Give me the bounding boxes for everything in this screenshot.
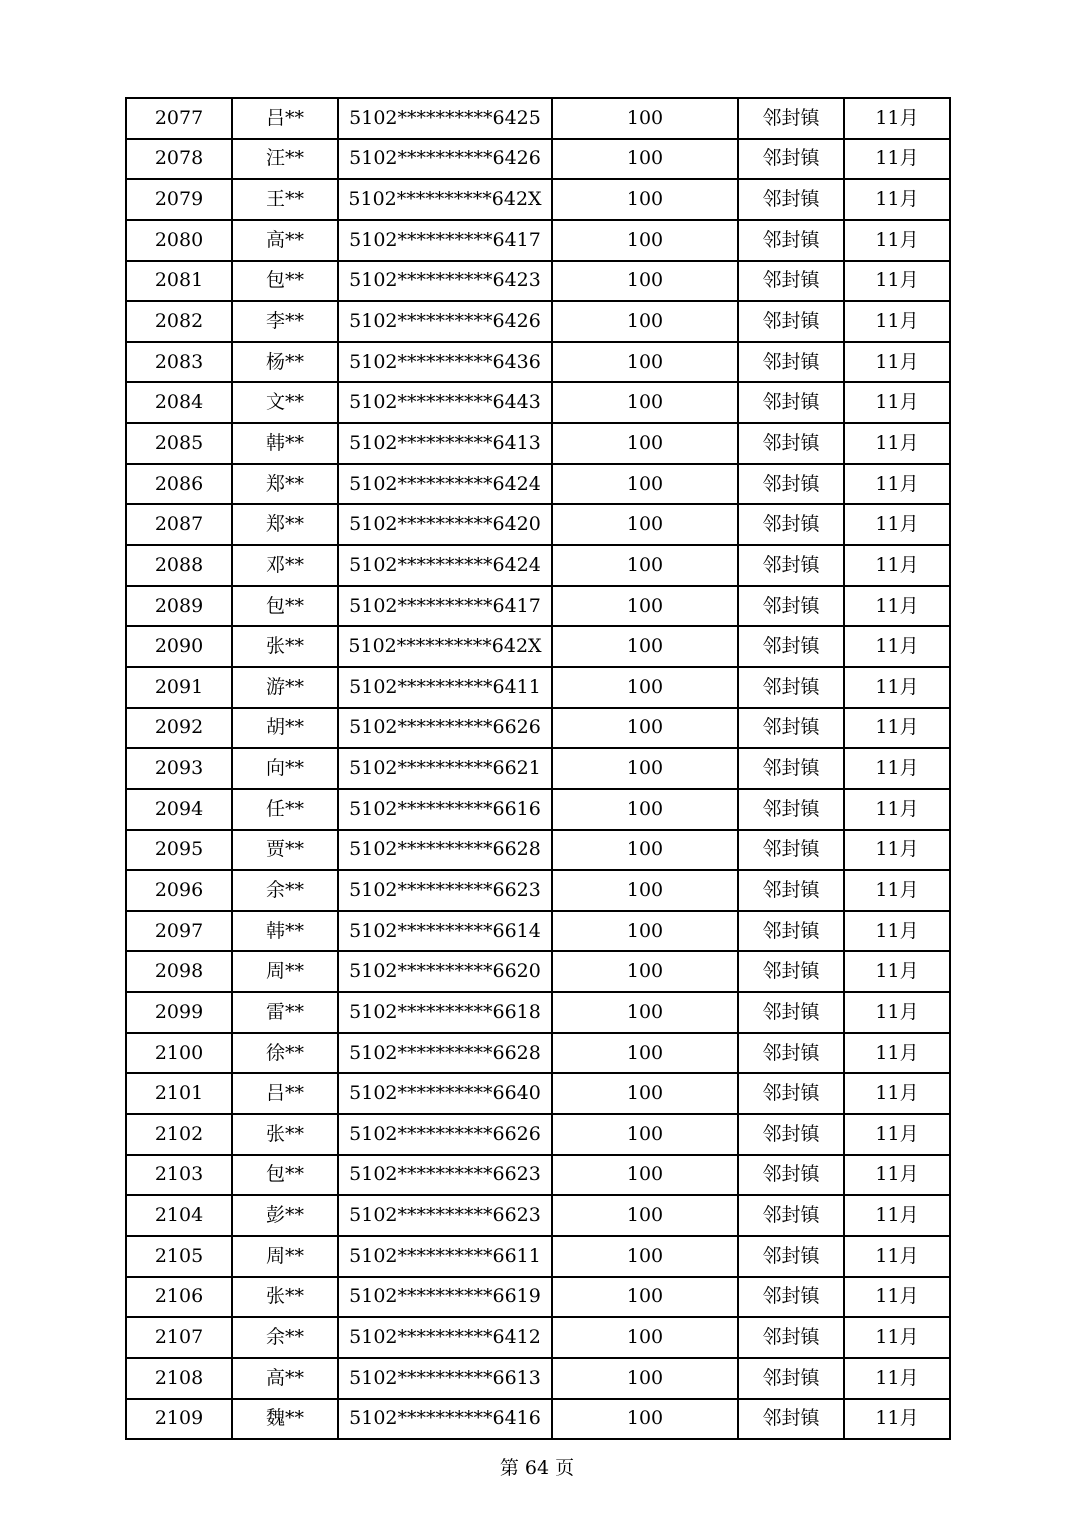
cell-amount: 100 bbox=[552, 667, 738, 708]
cell-amount: 100 bbox=[552, 748, 738, 789]
cell-name: 周** bbox=[232, 951, 338, 992]
cell-town: 邻封镇 bbox=[738, 545, 844, 586]
cell-serial-number: 2078 bbox=[126, 139, 232, 180]
cell-town: 邻封镇 bbox=[738, 261, 844, 302]
cell-name: 游** bbox=[232, 667, 338, 708]
cell-id-number: 5102**********6626 bbox=[338, 1114, 552, 1155]
cell-serial-number: 2081 bbox=[126, 261, 232, 302]
cell-name: 高** bbox=[232, 220, 338, 261]
cell-amount: 100 bbox=[552, 830, 738, 871]
cell-town: 邻封镇 bbox=[738, 1033, 844, 1074]
cell-month: 11月 bbox=[844, 1033, 950, 1074]
cell-name: 杨** bbox=[232, 342, 338, 383]
cell-serial-number: 2106 bbox=[126, 1277, 232, 1318]
table-row bbox=[126, 545, 950, 586]
cell-town: 邻封镇 bbox=[738, 1073, 844, 1114]
cell-town: 邻封镇 bbox=[738, 139, 844, 180]
table-row bbox=[126, 1399, 950, 1440]
cell-name: 李** bbox=[232, 301, 338, 342]
cell-town: 邻封镇 bbox=[738, 586, 844, 627]
cell-id-number: 5102**********6426 bbox=[338, 139, 552, 180]
cell-month: 11月 bbox=[844, 342, 950, 383]
cell-town: 邻封镇 bbox=[738, 708, 844, 749]
cell-serial-number: 2098 bbox=[126, 951, 232, 992]
cell-name: 张** bbox=[232, 1114, 338, 1155]
cell-town: 邻封镇 bbox=[738, 992, 844, 1033]
cell-id-number: 5102**********6628 bbox=[338, 1033, 552, 1074]
cell-name: 张** bbox=[232, 1277, 338, 1318]
cell-serial-number: 2077 bbox=[126, 98, 232, 139]
cell-serial-number: 2083 bbox=[126, 342, 232, 383]
cell-name: 魏** bbox=[232, 1399, 338, 1440]
cell-name: 郑** bbox=[232, 464, 338, 505]
cell-town: 邻封镇 bbox=[738, 1277, 844, 1318]
cell-name: 高** bbox=[232, 1358, 338, 1399]
cell-id-number: 5102**********6619 bbox=[338, 1277, 552, 1318]
cell-town: 邻封镇 bbox=[738, 1195, 844, 1236]
cell-id-number: 5102**********6623 bbox=[338, 1155, 552, 1196]
cell-town: 邻封镇 bbox=[738, 98, 844, 139]
cell-name: 包** bbox=[232, 1155, 338, 1196]
cell-id-number: 5102**********6623 bbox=[338, 870, 552, 911]
cell-serial-number: 2080 bbox=[126, 220, 232, 261]
cell-name: 余** bbox=[232, 1317, 338, 1358]
cell-serial-number: 2107 bbox=[126, 1317, 232, 1358]
cell-name: 王** bbox=[232, 179, 338, 220]
cell-serial-number: 2085 bbox=[126, 423, 232, 464]
cell-town: 邻封镇 bbox=[738, 382, 844, 423]
cell-serial-number: 2100 bbox=[126, 1033, 232, 1074]
cell-town: 邻封镇 bbox=[738, 911, 844, 952]
cell-town: 邻封镇 bbox=[738, 667, 844, 708]
cell-name: 包** bbox=[232, 586, 338, 627]
cell-name: 邓** bbox=[232, 545, 338, 586]
table-row bbox=[126, 789, 950, 830]
cell-month: 11月 bbox=[844, 423, 950, 464]
cell-month: 11月 bbox=[844, 951, 950, 992]
cell-serial-number: 2084 bbox=[126, 382, 232, 423]
cell-id-number: 5102**********6626 bbox=[338, 708, 552, 749]
cell-town: 邻封镇 bbox=[738, 951, 844, 992]
cell-amount: 100 bbox=[552, 911, 738, 952]
cell-month: 11月 bbox=[844, 789, 950, 830]
cell-id-number: 5102**********6416 bbox=[338, 1399, 552, 1440]
cell-amount: 100 bbox=[552, 301, 738, 342]
table-row bbox=[126, 1358, 950, 1399]
cell-amount: 100 bbox=[552, 261, 738, 302]
cell-name: 吕** bbox=[232, 1073, 338, 1114]
cell-month: 11月 bbox=[844, 1236, 950, 1277]
cell-name: 徐** bbox=[232, 1033, 338, 1074]
cell-amount: 100 bbox=[552, 220, 738, 261]
cell-serial-number: 2099 bbox=[126, 992, 232, 1033]
cell-amount: 100 bbox=[552, 1277, 738, 1318]
cell-month: 11月 bbox=[844, 748, 950, 789]
cell-town: 邻封镇 bbox=[738, 1114, 844, 1155]
cell-amount: 100 bbox=[552, 708, 738, 749]
table-row bbox=[126, 261, 950, 302]
table-row bbox=[126, 301, 950, 342]
cell-id-number: 5102**********6420 bbox=[338, 504, 552, 545]
cell-id-number: 5102**********6417 bbox=[338, 586, 552, 627]
table-row bbox=[126, 830, 950, 871]
cell-month: 11月 bbox=[844, 1195, 950, 1236]
cell-id-number: 5102**********6640 bbox=[338, 1073, 552, 1114]
cell-id-number: 5102**********642X bbox=[338, 179, 552, 220]
cell-id-number: 5102**********6620 bbox=[338, 951, 552, 992]
cell-serial-number: 2082 bbox=[126, 301, 232, 342]
cell-town: 邻封镇 bbox=[738, 423, 844, 464]
cell-name: 胡** bbox=[232, 708, 338, 749]
cell-town: 邻封镇 bbox=[738, 1399, 844, 1440]
cell-amount: 100 bbox=[552, 1073, 738, 1114]
table-row bbox=[126, 342, 950, 383]
table-row bbox=[126, 586, 950, 627]
cell-month: 11月 bbox=[844, 382, 950, 423]
cell-id-number: 5102**********6411 bbox=[338, 667, 552, 708]
table-row bbox=[126, 708, 950, 749]
cell-month: 11月 bbox=[844, 1277, 950, 1318]
cell-amount: 100 bbox=[552, 1236, 738, 1277]
table-row bbox=[126, 464, 950, 505]
cell-serial-number: 2097 bbox=[126, 911, 232, 952]
cell-id-number: 5102**********6412 bbox=[338, 1317, 552, 1358]
table-row bbox=[126, 748, 950, 789]
table-row bbox=[126, 667, 950, 708]
cell-id-number: 5102**********6424 bbox=[338, 464, 552, 505]
cell-amount: 100 bbox=[552, 1399, 738, 1440]
cell-id-number: 5102**********6621 bbox=[338, 748, 552, 789]
table-row bbox=[126, 1033, 950, 1074]
cell-serial-number: 2101 bbox=[126, 1073, 232, 1114]
cell-town: 邻封镇 bbox=[738, 1155, 844, 1196]
table-row bbox=[126, 626, 950, 667]
cell-name: 郑** bbox=[232, 504, 338, 545]
page-number: 第 64 页 bbox=[499, 1457, 575, 1479]
cell-month: 11月 bbox=[844, 1399, 950, 1440]
cell-id-number: 5102**********6417 bbox=[338, 220, 552, 261]
cell-name: 周** bbox=[232, 1236, 338, 1277]
cell-id-number: 5102**********6424 bbox=[338, 545, 552, 586]
cell-serial-number: 2087 bbox=[126, 504, 232, 545]
table-row bbox=[126, 179, 950, 220]
cell-serial-number: 2108 bbox=[126, 1358, 232, 1399]
cell-amount: 100 bbox=[552, 870, 738, 911]
cell-town: 邻封镇 bbox=[738, 1236, 844, 1277]
cell-month: 11月 bbox=[844, 667, 950, 708]
cell-month: 11月 bbox=[844, 870, 950, 911]
cell-name: 韩** bbox=[232, 911, 338, 952]
cell-serial-number: 2086 bbox=[126, 464, 232, 505]
cell-id-number: 5102**********6628 bbox=[338, 830, 552, 871]
cell-town: 邻封镇 bbox=[738, 830, 844, 871]
cell-town: 邻封镇 bbox=[738, 342, 844, 383]
cell-amount: 100 bbox=[552, 179, 738, 220]
cell-name: 雷** bbox=[232, 992, 338, 1033]
cell-month: 11月 bbox=[844, 545, 950, 586]
cell-serial-number: 2104 bbox=[126, 1195, 232, 1236]
cell-name: 向** bbox=[232, 748, 338, 789]
table-row bbox=[126, 1236, 950, 1277]
cell-serial-number: 2103 bbox=[126, 1155, 232, 1196]
cell-name: 吕** bbox=[232, 98, 338, 139]
cell-serial-number: 2105 bbox=[126, 1236, 232, 1277]
cell-id-number: 5102**********6423 bbox=[338, 261, 552, 302]
cell-name: 文** bbox=[232, 382, 338, 423]
cell-amount: 100 bbox=[552, 1155, 738, 1196]
cell-serial-number: 2091 bbox=[126, 667, 232, 708]
cell-amount: 100 bbox=[552, 626, 738, 667]
cell-id-number: 5102**********6426 bbox=[338, 301, 552, 342]
cell-month: 11月 bbox=[844, 261, 950, 302]
cell-amount: 100 bbox=[552, 423, 738, 464]
table-row bbox=[126, 1114, 950, 1155]
cell-town: 邻封镇 bbox=[738, 504, 844, 545]
cell-id-number: 5102**********6613 bbox=[338, 1358, 552, 1399]
table-row bbox=[126, 870, 950, 911]
cell-serial-number: 2093 bbox=[126, 748, 232, 789]
cell-serial-number: 2079 bbox=[126, 179, 232, 220]
cell-id-number: 5102**********6623 bbox=[338, 1195, 552, 1236]
table-row bbox=[126, 423, 950, 464]
table-row bbox=[126, 911, 950, 952]
table-row bbox=[126, 1073, 950, 1114]
cell-amount: 100 bbox=[552, 789, 738, 830]
cell-serial-number: 2088 bbox=[126, 545, 232, 586]
cell-month: 11月 bbox=[844, 992, 950, 1033]
cell-id-number: 5102**********6443 bbox=[338, 382, 552, 423]
cell-month: 11月 bbox=[844, 626, 950, 667]
cell-id-number: 5102**********6413 bbox=[338, 423, 552, 464]
cell-month: 11月 bbox=[844, 1073, 950, 1114]
table-row bbox=[126, 1155, 950, 1196]
cell-town: 邻封镇 bbox=[738, 464, 844, 505]
table-row bbox=[126, 1317, 950, 1358]
table-row bbox=[126, 504, 950, 545]
cell-month: 11月 bbox=[844, 586, 950, 627]
table-row bbox=[126, 220, 950, 261]
cell-id-number: 5102**********6611 bbox=[338, 1236, 552, 1277]
cell-id-number: 5102**********6618 bbox=[338, 992, 552, 1033]
cell-serial-number: 2096 bbox=[126, 870, 232, 911]
cell-month: 11月 bbox=[844, 139, 950, 180]
cell-amount: 100 bbox=[552, 545, 738, 586]
cell-month: 11月 bbox=[844, 179, 950, 220]
cell-town: 邻封镇 bbox=[738, 1317, 844, 1358]
cell-amount: 100 bbox=[552, 586, 738, 627]
cell-town: 邻封镇 bbox=[738, 748, 844, 789]
cell-amount: 100 bbox=[552, 464, 738, 505]
table-row bbox=[126, 992, 950, 1033]
cell-month: 11月 bbox=[844, 1155, 950, 1196]
cell-name: 汪** bbox=[232, 139, 338, 180]
cell-amount: 100 bbox=[552, 504, 738, 545]
cell-amount: 100 bbox=[552, 382, 738, 423]
cell-month: 11月 bbox=[844, 301, 950, 342]
records-table bbox=[125, 97, 951, 1440]
cell-id-number: 5102**********6616 bbox=[338, 789, 552, 830]
cell-amount: 100 bbox=[552, 951, 738, 992]
cell-town: 邻封镇 bbox=[738, 789, 844, 830]
cell-month: 11月 bbox=[844, 504, 950, 545]
cell-month: 11月 bbox=[844, 911, 950, 952]
cell-name: 韩** bbox=[232, 423, 338, 464]
cell-month: 11月 bbox=[844, 1358, 950, 1399]
cell-id-number: 5102**********6614 bbox=[338, 911, 552, 952]
cell-town: 邻封镇 bbox=[738, 1358, 844, 1399]
cell-month: 11月 bbox=[844, 830, 950, 871]
cell-amount: 100 bbox=[552, 139, 738, 180]
cell-town: 邻封镇 bbox=[738, 220, 844, 261]
cell-amount: 100 bbox=[552, 342, 738, 383]
cell-town: 邻封镇 bbox=[738, 626, 844, 667]
cell-amount: 100 bbox=[552, 1114, 738, 1155]
cell-serial-number: 2109 bbox=[126, 1399, 232, 1440]
cell-amount: 100 bbox=[552, 992, 738, 1033]
cell-serial-number: 2095 bbox=[126, 830, 232, 871]
cell-name: 包** bbox=[232, 261, 338, 302]
cell-name: 彭** bbox=[232, 1195, 338, 1236]
cell-town: 邻封镇 bbox=[738, 179, 844, 220]
table-row bbox=[126, 951, 950, 992]
cell-name: 任** bbox=[232, 789, 338, 830]
table-row bbox=[126, 1195, 950, 1236]
cell-serial-number: 2102 bbox=[126, 1114, 232, 1155]
cell-serial-number: 2090 bbox=[126, 626, 232, 667]
cell-town: 邻封镇 bbox=[738, 301, 844, 342]
table-row bbox=[126, 382, 950, 423]
cell-id-number: 5102**********6425 bbox=[338, 98, 552, 139]
table-row bbox=[126, 139, 950, 180]
cell-name: 贾** bbox=[232, 830, 338, 871]
table-row bbox=[126, 98, 950, 139]
records-table-body bbox=[126, 98, 950, 1439]
cell-month: 11月 bbox=[844, 1317, 950, 1358]
cell-serial-number: 2094 bbox=[126, 789, 232, 830]
cell-serial-number: 2092 bbox=[126, 708, 232, 749]
cell-id-number: 5102**********642X bbox=[338, 626, 552, 667]
cell-town: 邻封镇 bbox=[738, 870, 844, 911]
cell-month: 11月 bbox=[844, 464, 950, 505]
cell-name: 余** bbox=[232, 870, 338, 911]
cell-serial-number: 2089 bbox=[126, 586, 232, 627]
cell-month: 11月 bbox=[844, 1114, 950, 1155]
cell-amount: 100 bbox=[552, 1317, 738, 1358]
cell-month: 11月 bbox=[844, 708, 950, 749]
cell-name: 张** bbox=[232, 626, 338, 667]
cell-amount: 100 bbox=[552, 98, 738, 139]
table-row bbox=[126, 1277, 950, 1318]
cell-id-number: 5102**********6436 bbox=[338, 342, 552, 383]
cell-amount: 100 bbox=[552, 1195, 738, 1236]
cell-month: 11月 bbox=[844, 220, 950, 261]
cell-amount: 100 bbox=[552, 1358, 738, 1399]
cell-month: 11月 bbox=[844, 98, 950, 139]
cell-amount: 100 bbox=[552, 1033, 738, 1074]
